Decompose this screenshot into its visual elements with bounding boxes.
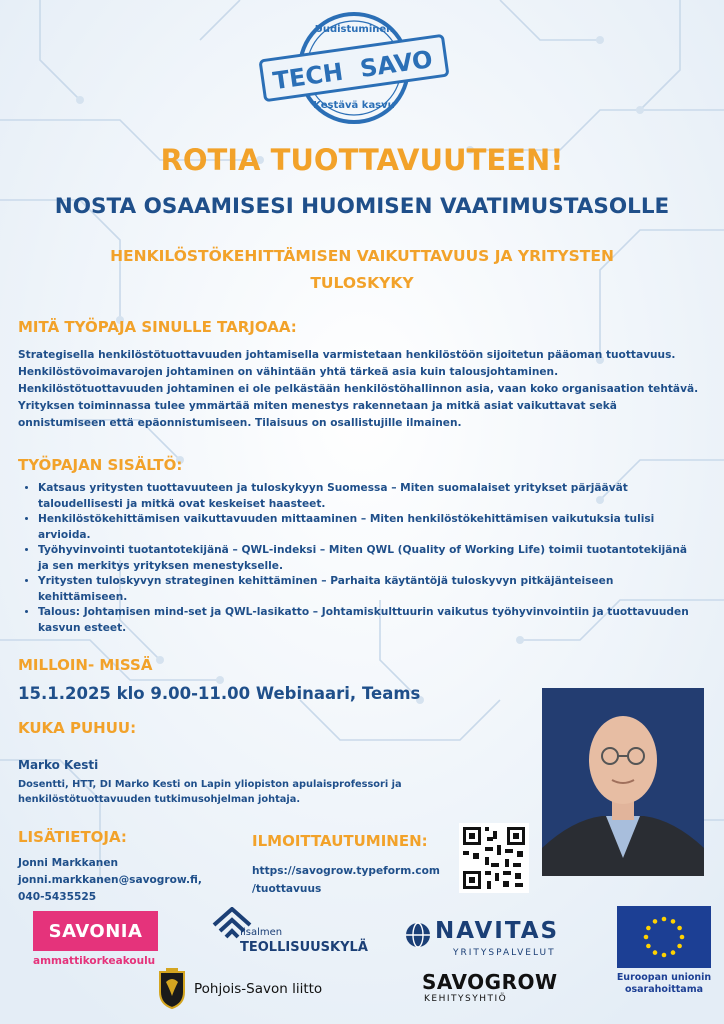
content-item: • Talous: Johtamisen mind-set ja QWL-lasikatto – Johtamiskulttuurin vaikutus työhyvinvointiin ja tuottavuuden kasvun esteet. [38, 605, 698, 636]
coat-of-arms-icon [156, 968, 188, 1010]
qr-code[interactable] [459, 823, 529, 893]
topic-line-1: HENKILÖSTÖKEHITTÄMISEN VAIKUTTAVUUS JA YRITYSTEN [110, 247, 614, 265]
content-item: • Työhyvinvointi tuotantotekijänä – QWL-indeksi – Miten QWL (Quality of Working Life) toimii tuotantotekijänä ja sen merkitys yrityksen menestykselle. [38, 543, 698, 574]
register-url-1[interactable]: https://savogrow.typeform.com [252, 865, 440, 877]
eu-text [604, 972, 724, 996]
savonia-logo-text: SAVONIA [48, 920, 143, 942]
iisalmi-logo-top: Iisalmen [240, 927, 283, 938]
contact-email[interactable]: jonni.markkanen@savogrow.fi, [18, 874, 202, 886]
savogrow-logo-text: SAVOGROW [422, 970, 558, 994]
speaker-photo [542, 688, 704, 876]
eu-text-line-2: osarahoittama [624, 984, 704, 995]
speaker-heading: KUKA PUHUU: [18, 719, 137, 737]
register-url-2[interactable]: /tuottavuus [252, 883, 322, 895]
eu-flag [617, 906, 711, 968]
register-heading: ILMOITTAUTUMINEN: [252, 832, 428, 850]
iisalmi-logo [212, 907, 368, 967]
contact-name: Jonni Markkanen [18, 857, 119, 869]
info-heading: LISÄTIETOJA: [18, 828, 127, 846]
pohjois-savo-logo-text: Pohjois-Savon liitto [194, 981, 323, 997]
subheadline: NOSTA OSAAMISESI HUOMISEN VAATIMUSTASOLLE [54, 194, 670, 219]
savonia-logo [33, 911, 158, 951]
globe-icon [405, 922, 431, 948]
savogrow-logo-sub: KEHITYSYHTIÖ [424, 994, 508, 1004]
offer-text: Strategisella henkilöstötuottavuuden johtamisella varmistetaan henkilöstöön sijoitetun pääoman tuottavuus. Henkilöstövoimavarojen johtaminen on vähintään yhtä tärkeä asia kuin talousjohtaminen. Henkilöstötuottavuuden johtaminen ei ole pelkästään henkilöstöhallinnon asia, vaan koko organisaation tehtävä. Yrityksen toiminnassa tulee ymmärtää miten menestys rakennetaan ja mitkä asiat vaikuttavat sekä onnistumiseen että epäonnistumiseen. Tilaisuus on osallistujille ilmainen. [18, 349, 699, 429]
content-item: • Katsaus yritysten tuottavuuteen ja tuloskykyyn Suomessa – Miten suomalaiset yritykset pärjäävät taloudellisesti ja mitkä ovat keskeiset haasteet. [38, 481, 698, 512]
content-list [18, 481, 698, 636]
headline: ROTIA TUOTTAVUUTEEN! [160, 143, 564, 177]
badge-brand-a: TECH [271, 57, 345, 96]
savogrow-logo [422, 970, 558, 1004]
savonia-sub: ammattikorkeakoulu [33, 955, 156, 967]
content-item: • Henkilöstökehittämisen vaikuttavuuden mittaaminen – Miten henkilöstökehittämisen vaikutuksia tulisi arvioida. [38, 512, 698, 543]
register-link[interactable] [252, 862, 440, 898]
when-heading: MILLOIN- MISSÄ [18, 656, 153, 674]
iisalmi-logo-bottom: TEOLLISUUSKYLÄ [240, 940, 368, 955]
content-heading: TYÖPAJAN SISÄLTÖ: [18, 456, 183, 474]
speaker-name: Marko Kesti [18, 758, 99, 772]
topic-line-2: TULOSKYKY [310, 274, 414, 292]
speaker-bio: Dosentti, HTT, DI Marko Kesti on Lapin yliopiston apulaisprofessori ja henkilöstötuottavuuden tutkimusohjelman johtaja. [18, 779, 402, 805]
contact-block [18, 855, 202, 906]
techsavo-badge [256, 8, 452, 126]
offer-heading: MITÄ TYÖPAJA SINULLE TARJOAA: [18, 318, 297, 336]
eu-text-line-1: Euroopan unionin [616, 972, 712, 983]
content-item: • Yritysten tuloskyvyn strateginen kehittäminen – Parhaita käytäntöjä tuloskyvyn pitkäjänteiseen kehittämiseen. [38, 574, 698, 605]
navitas-logo-text: NAVITAS [435, 918, 560, 944]
badge-brand-b: SAVO [358, 45, 435, 84]
badge-bottom-text: Kestävä kasvu [313, 100, 395, 111]
when-text: 15.1.2025 klo 9.00-11.00 Webinaari, Teams [18, 684, 421, 703]
badge-top-text: Uudistuminen [314, 24, 394, 35]
navitas-logo [405, 918, 585, 968]
navitas-logo-sub: YRITYSPALVELUT [453, 948, 556, 958]
contact-phone: 040-5435525 [18, 891, 97, 903]
